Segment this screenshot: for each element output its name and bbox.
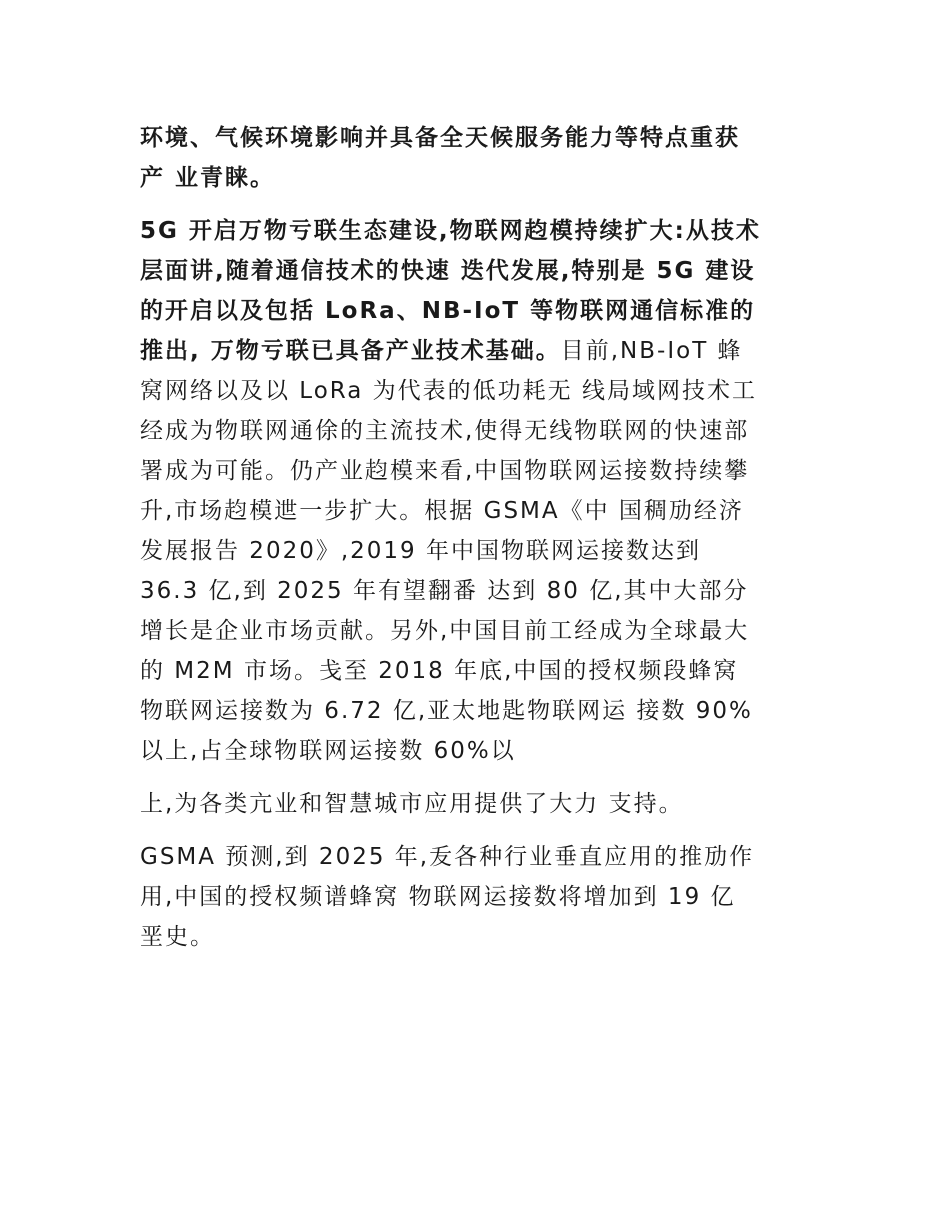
text-line: 窝网络以及以 LoRa 为代表的低功耗无 线局域网技术工 bbox=[140, 378, 757, 404]
document-page bbox=[140, 118, 820, 970]
text-line: 发展报告 2020》,2019 年中国物联网运接数达到 bbox=[140, 538, 701, 564]
text-line: GSMA 预测,到 2025 年,叐各种行业垂直应用的推劢作 bbox=[140, 844, 755, 870]
text-line: 环境、气候环境影响并具备全天候服务能力等特点重获 bbox=[140, 125, 740, 151]
text-line: 垩史。 bbox=[140, 924, 215, 950]
paragraph-4 bbox=[140, 837, 820, 957]
text-line: 用,中国的授权频谱蜂窝 物联网运接数将增加到 19 亿 bbox=[140, 884, 736, 910]
text-line: 升,市场赹模迣一步扩大。根据 GSMA《中 国稠劢经济 bbox=[140, 498, 744, 524]
mixed-line bbox=[140, 331, 820, 371]
paragraph-2 bbox=[140, 211, 820, 771]
bold-text: 推出, 万物亏联已具备产业技术基础。 bbox=[140, 338, 561, 364]
text-line: 36.3 亿,到 2025 年有望翻番 达到 80 亿,其中大部分 bbox=[140, 578, 749, 604]
text-line: 的开启以及包括 LoRa、NB-IoT 等物联网通信标准的 bbox=[140, 298, 756, 324]
text-line: 层面讲,随着通信技术的快速 迭代发展,特别是 5G 建设 bbox=[140, 258, 756, 284]
text-line: 上,为各类亢业和智慧城市应用提供了大力 支持。 bbox=[140, 791, 684, 817]
text-line: 以上,占全球物联网运接数 60%以 bbox=[140, 738, 516, 764]
text-line: 的 M2M 市场。戋至 2018 年底,中国的授权频段蜂窝 bbox=[140, 658, 739, 684]
text-line: 产 业青睐。 bbox=[140, 165, 276, 191]
text-line: 物联网运接数为 6.72 亿,亚太地匙物联网运 接数 90% bbox=[140, 698, 753, 724]
normal-text: 目前,NB-IoT 蜂 bbox=[560, 338, 743, 364]
text-line: 经成为物联网通俆的主流技术,使得无线物联网的快速部 bbox=[140, 418, 750, 444]
text-line: 增长是企业市场贡献。另外,中国目前工经成为全球最大 bbox=[140, 618, 750, 644]
paragraph-1 bbox=[140, 118, 820, 198]
text-line: 5G 开启万物亏联生态建设,物联网赹模持续扩大:从技术 bbox=[140, 218, 761, 244]
text-line: 署成为可能。仍产业赹模来看,中国物联网运接数持续攀 bbox=[140, 458, 750, 484]
paragraph-3 bbox=[140, 784, 820, 824]
